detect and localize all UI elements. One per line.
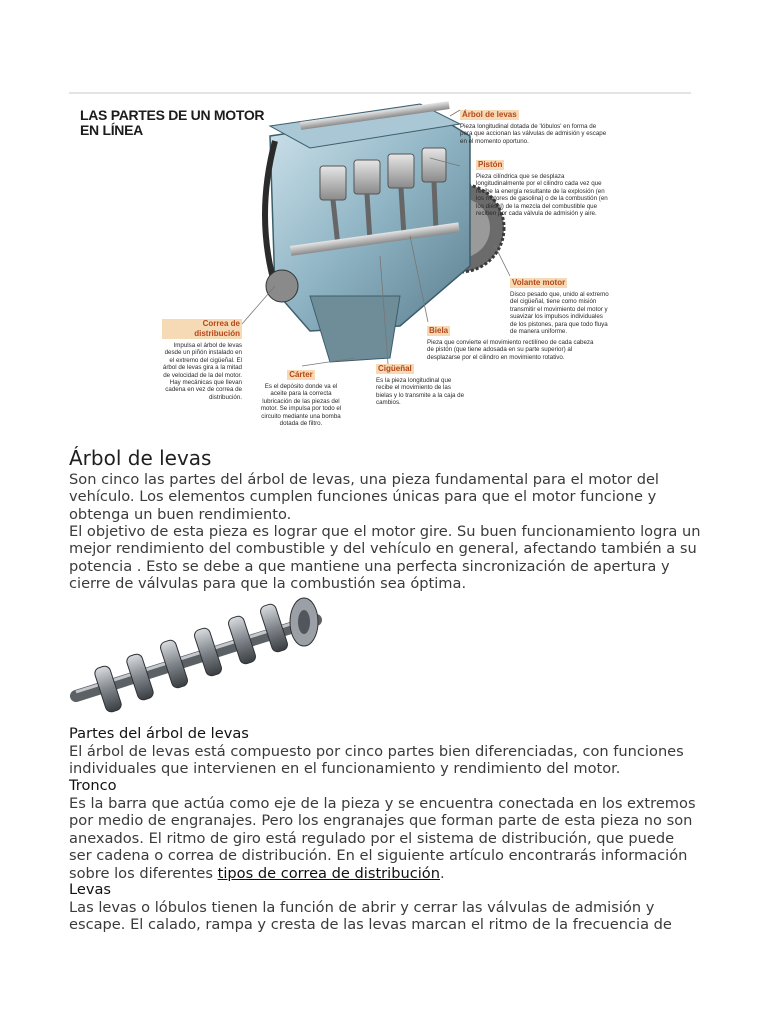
tronco-title: Tronco — [69, 777, 117, 794]
callout-carter: Cárter Es el depósito donde va el aceite para la correcta lubricación de las piezas del motor. Se impulsa por todo el circuito mediante una bomba dotada de filtro. — [260, 370, 342, 428]
callout-ciguenal: Cigüeñal Es la pieza longitudinal que recibe el movimiento de las bielas y lo transmite a la caja de cambios. — [376, 364, 465, 407]
camshaft-photo — [70, 592, 322, 724]
top-divider — [69, 92, 691, 94]
levas-paragraph: Las levas o lóbulos tienen la función de abrir y cerrar las válvulas de admisión y escape. El calado, rampa y cresta de las levas marcan el ritmo de la frecuencia de — [69, 899, 672, 934]
callout-biela: Biela Pieza que convierte el movimiento rectilíneo de cada cabeza de pistón (que tiene adosada en su parte superior) al desplazarse por el cilindro en movimiento rotativo. — [427, 326, 594, 361]
infographic-title: LAS PARTES DE UN MOTOR EN LÍNEA — [80, 107, 265, 138]
section-heading: Árbol de levas — [69, 446, 212, 470]
intro-paragraph-2: El objetivo de esta pieza es lograr que el motor gire. Su buen funcionamiento logra un mejor rendimiento del combustible y del vehículo en general, afectando también a su potencia . Esto se debe a que mantiene una perfecta sincronización de apertura y cierre de válvulas para que la combustión sea óptima. — [69, 523, 701, 593]
tronco-paragraph: Es la barra que actúa como eje de la pieza y se encuentra conectada en los extremos por medio de engranajes. Pero los engranajes que forman parte de esta pieza no son anexados. El ritmo de giro está regulado por el sistema de distribución, que puede ser cadena o correa de distribución. En el siguiente artículo encontrarás información sobre los diferentes tipos de correa de distribución. — [69, 795, 696, 882]
levas-title: Levas — [69, 881, 112, 898]
parts-paragraph: El árbol de levas está compuesto por cinco partes bien diferenciadas, con funciones individuales que intervienen en el funcionamiento y rendimiento del motor. — [69, 743, 684, 778]
callout-piston: Pistón Pieza cilíndrica que se desplaza longitudinalmente por el cilindro cada vez que recibe la energía resultante de la explosión (en los motores de gasolina) o de la combustión (en los diésel) de la mezcla del combustible que reciben por cada válvula de admisión y aire. — [476, 160, 608, 218]
parts-title: Partes del árbol de levas — [69, 725, 249, 742]
engine-infographic — [70, 96, 610, 426]
intro-paragraph-1: Son cinco las partes del árbol de levas, una pieza fundamental para el motor del vehículo. Los elementos cumplen funciones únicas para que el motor funcione y obtenga un buen rendimiento. — [69, 471, 659, 523]
callout-correa-de-distribucion: Correa de distribución Impulsa el árbol de levas desde un piñón instalado en el extremo del cigüeñal. El árbol de levas gira a la mitad de velocidad de la del motor. Hay mecánicas que llevan cadena en vez de correa de distribución. — [162, 319, 242, 401]
callout-arbol-de-levas: Árbol de levas Pieza longitudinal dotada de 'lóbulos' en forma de pera que accionan las válvulas de admisión y escape en el momento oportuno. — [460, 110, 607, 145]
callout-volante-motor: Volante motor Disco pesado que, unido al extremo del cigüeñal, tiene como misión transmitir el movimiento del motor y suavizar los impulsos individuales de los pistones, para que todo fluya de manera uniforme. — [510, 278, 609, 336]
correa-types-link[interactable]: tipos de correa de distribución — [217, 864, 440, 882]
